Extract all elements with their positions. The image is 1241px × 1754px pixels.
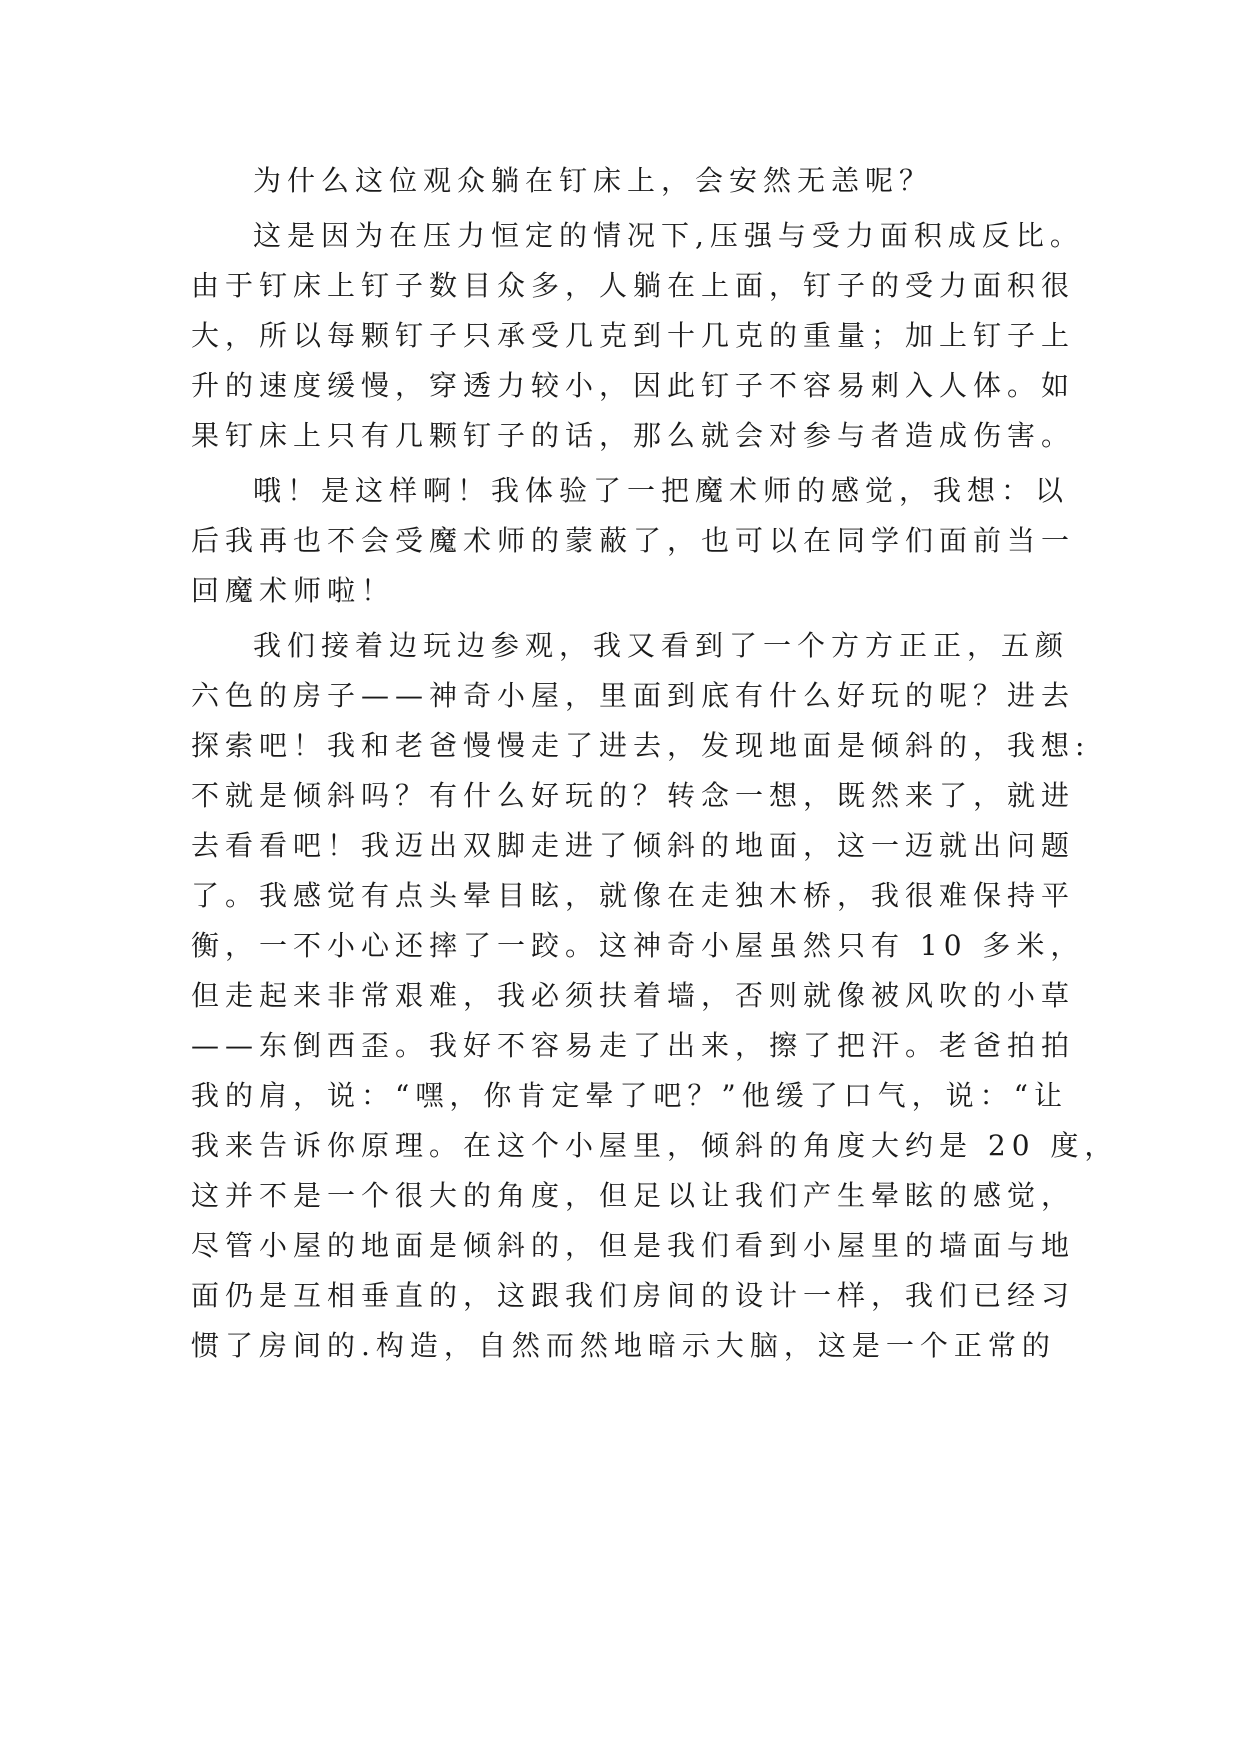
text-line: 六色的房子——神奇小屋，里面到底有什么好玩的呢？进去 bbox=[191, 679, 1076, 712]
text-line: 后我再也不会受魔术师的蒙蔽了，也可以在同学们面前当一 bbox=[191, 524, 1076, 557]
text-line: 我来告诉你原理。在这个小屋里，倾斜的角度大约是 20 度， bbox=[191, 1129, 1119, 1162]
text-line: 去看看吧！我迈出双脚走进了倾斜的地面，这一迈就出问题 bbox=[191, 829, 1076, 862]
text-line: 升的速度缓慢，穿透力较小，因此钉子不容易刺入人体。如 bbox=[191, 369, 1076, 402]
text-line: 这并不是一个很大的角度，但足以让我们产生晕眩的感觉， bbox=[191, 1179, 1076, 1212]
text-line: 面仍是互相垂直的，这跟我们房间的设计一样，我们已经习 bbox=[191, 1279, 1076, 1312]
text-line: 但走起来非常艰难，我必须扶着墙，否则就像被风吹的小草 bbox=[191, 979, 1076, 1012]
text-line: 回魔术师啦！ bbox=[191, 574, 396, 607]
body-text bbox=[191, 156, 1119, 1371]
paragraph-first-line: 为什么这位观众躺在钉床上，会安然无恙呢？ bbox=[253, 164, 934, 197]
text-line: 惯了房间的.构造，自然而然地暗示大脑，这是一个正常的 bbox=[191, 1329, 1056, 1362]
paragraph-first-line: 这是因为在压力恒定的情况下,压强与受力面积成反比。 bbox=[253, 219, 1084, 252]
text-line: 探索吧！我和老爸慢慢走了进去，发现地面是倾斜的，我想: bbox=[191, 729, 1091, 762]
text-line: 衡，一不小心还摔了一跤。这神奇小屋虽然只有 10 多米， bbox=[191, 929, 1085, 962]
text-line: 不就是倾斜吗？有什么好玩的？转念一想，既然来了，就进 bbox=[191, 779, 1076, 812]
text-line: 大，所以每颗钉子只承受几克到十几克的重量；加上钉子上 bbox=[191, 319, 1076, 352]
text-line: ——东倒西歪。我好不容易走了出来，擦了把汗。老爸拍拍 bbox=[191, 1029, 1076, 1062]
text-line: 我的肩，说：“嘿，你肯定晕了吧？”他缓了口气，说：“让 bbox=[191, 1079, 1068, 1112]
text-line: 了。我感觉有点头晕目眩，就像在走独木桥，我很难保持平 bbox=[191, 879, 1076, 912]
text-line: 果钉床上只有几颗钉子的话，那么就会对参与者造成伤害。 bbox=[191, 419, 1076, 452]
paragraph-first-line: 我们接着边玩边参观，我又看到了一个方方正正，五颜 bbox=[253, 629, 1070, 662]
text-line: 由于钉床上钉子数目众多，人躺在上面，钉子的受力面积很 bbox=[191, 269, 1076, 302]
text-line: 尽管小屋的地面是倾斜的，但是我们看到小屋里的墙面与地 bbox=[191, 1229, 1076, 1262]
paragraph-first-line: 哦！是这样啊！我体验了一把魔术师的感觉，我想：以 bbox=[253, 474, 1070, 507]
